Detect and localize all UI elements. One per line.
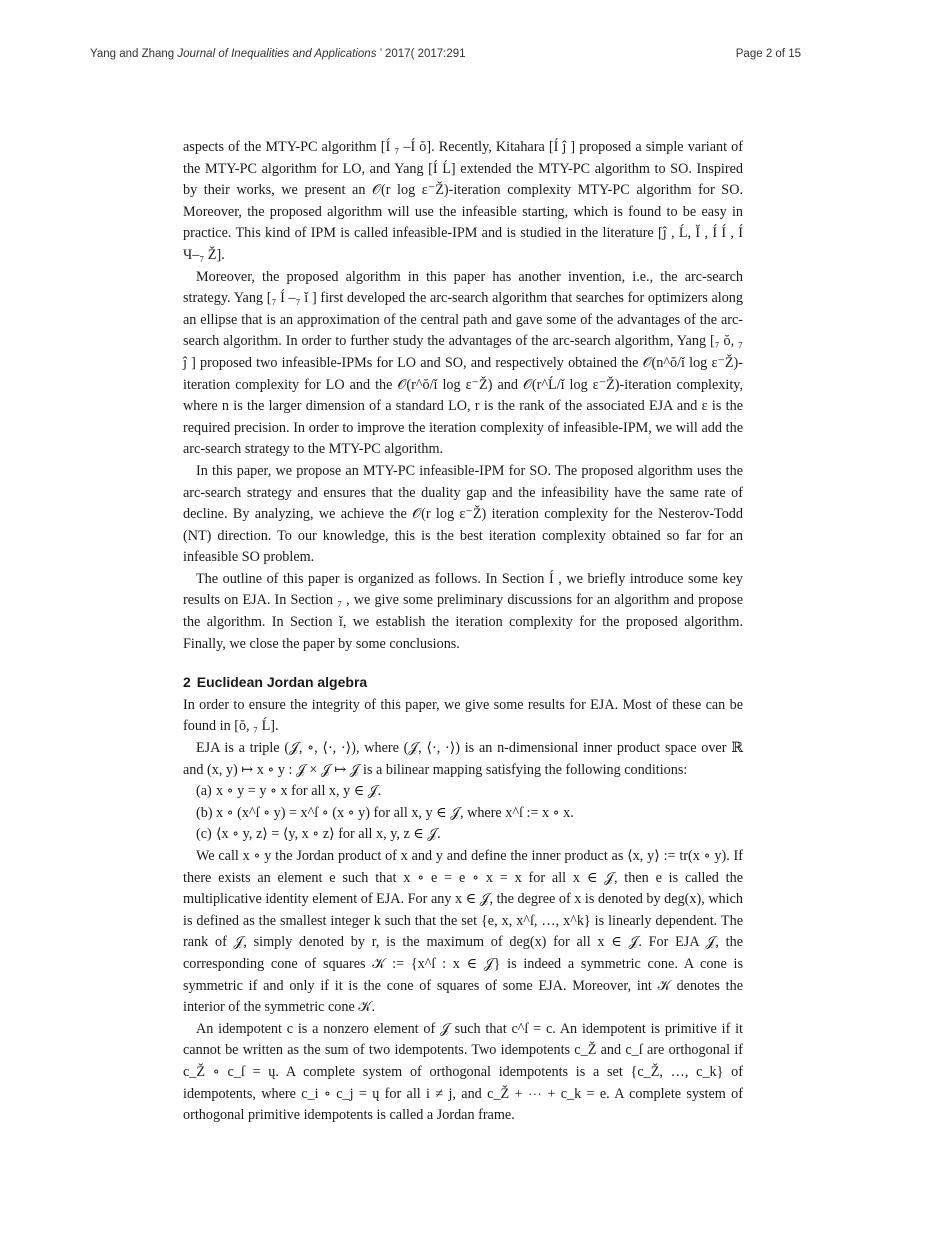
header-page-number: Page 2 of 15: [735, 48, 801, 60]
paragraph-jordan-product: We call x ∘ y the Jordan product of x and y and define the inner product as ⟨x, y⟩ := tr(x ∘ y). If there exists an element e such that x ∘ e = e ∘ x = x for all x ∈ 𝒥, then e is called the multiplicative identity element of EJA. For any x ∈ 𝒥, the degree of x is denoted by deg(x), which is defined as the smallest integer k such that the set {e, x, x^ſ, …, x^k} is linearly dependent. The rank of 𝒥, simply denoted by r, is the maximum of deg(x) for all x ∈ 𝒥. For EJA 𝒥, the corresponding cone of squares 𝒦 := {x^ſ : x ∈ 𝒥} is indeed a symmetric cone. A cone is symmetric if and only if it is the cone of squares of some EJA. Moreover, int 𝒦 denotes the interior of the symmetric cone 𝒦.: [183, 848, 743, 1016]
condition-text: x ∘ y = y ∘ x for all x, y ∈ 𝒥.: [216, 783, 382, 800]
condition-text: x ∘ (x^ſ ∘ y) = x^ſ ∘ (x ∘ y) for all x, y ∈ 𝒥, where x^ſ := x ∘ x.: [216, 804, 574, 821]
condition-text: ⟨x ∘ y, z⟩ = ⟨y, x ∘ z⟩ for all x, y, z ∈ 𝒥.: [216, 826, 441, 843]
paragraph-section-intro: In order to ensure the integrity of this paper, we give some results for EJA. Most of these can be found in [ŏ, ₇ Ĺ].: [183, 696, 743, 735]
condition-label: (c): [196, 826, 212, 843]
paragraph-mty-pc-overview: aspects of the MTY-PC algorithm [Í ₇ –Í ŏ]. Recently, Kitahara [Í ĵ ] proposed a simple variant of the MTY-PC algorithm for LO, and Yang [Í Ĺ] extended the MTY-PC algorithm to SO. Inspired by their works, we present an 𝒪(r log ε⁻Ž)-iteration complexity MTY-PC algorithm for SO. Moreover, the proposed algorithm will use the infeasible starting, which is found to be easy in practice. This kind of IPM is called infeasible-IPM and is studied in the literature [ĵ , Ĺ, Ĭ , Í Í , Í Ч–₇ Ž].: [183, 139, 743, 263]
header-journal: Journal of Inequalities and Applications: [177, 48, 377, 60]
paragraph-idempotents: An idempotent c is a nonzero element of 𝒥 such that c^ſ = c. An idempotent is primitive if it cannot be written as the sum of two idempotents. Two idempotents c_Ž and c_ſ are orthogonal if c_Ž ∘ c_ſ = ų. A complete system of orthogonal idempotents is a set {c_Ž, …, c_k} of idempotents, where c_i ∘ c_j = ų for all i ≠ j, and c_Ž + ⋯ + c_k = e. A complete system of orthogonal primitive idempotents is called a Jordan frame.: [183, 1020, 743, 1124]
condition-item: [183, 781, 743, 803]
paragraph-eja-definition: EJA is a triple (𝒥, ∘, ⟨·, ·⟩), where (𝒥, ⟨·, ·⟩) is an n-dimensional inner product space over ℝ and (x, y) ↦ x ∘ y : 𝒥 × 𝒥 ↦ 𝒥 is a bilinear mapping satisfying the following conditions:: [183, 740, 743, 778]
paragraph-arc-search: Moreover, the proposed algorithm in this paper has another invention, i.e., the arc-search strategy. Yang [₇ Í –₇ ǐ ] first developed the arc-search algorithm that searches for optimizers along an ellipse that is an approximation of the central path and gave some of the advantages of the arc-search algorithm. In order to further study the advantages of the arc-search algorithm, Yang [₇ ŏ, ₇ ĵ ] proposed two infeasible-IPMs for LO and SO, and respectively obtained the 𝒪(n^ŏ/ǐ log ε⁻Ž)-iteration complexity for LO and the 𝒪(r^ŏ/ǐ log ε⁻Ž) and 𝒪(r^Ĺ/ǐ log ε⁻Ž)-iteration complexity, where n is the larger dimension of a standard LO, r is the rank of the associated EJA and ε is the required precision. In order to improve the iteration complexity of infeasible-IPM, we will add the arc-search strategy to the MTY-PC algorithm.: [183, 268, 743, 458]
section-title: Euclidean Jordan algebra: [196, 674, 368, 691]
header-authors: Yang and Zhang: [90, 48, 175, 60]
header-citation-line: [90, 48, 466, 60]
section-number: 2: [183, 674, 191, 691]
article-body: [183, 137, 743, 1127]
paragraph-outline: The outline of this paper is organized as follows. In Section Í , we briefly introduce some key results on EJA. In Section ₇ , we give some preliminary discussions for an algorithm and propose the algorithm. In Section ǐ, we establish the iteration complexity for the proposed algorithm. Finally, we close the paper by some conclusions.: [183, 570, 743, 652]
condition-item: [183, 803, 743, 825]
header-citation: ’ 2017( 2017:291: [379, 48, 466, 60]
paragraph-proposal: In this paper, we propose an MTY-PC infeasible-IPM for SO. The proposed algorithm uses the arc-search strategy and ensures that the duality gap and the infeasibility have the same rate of decline. By analyzing, we achieve the 𝒪(r log ε⁻Ž) iteration complexity for the Nesterov-Todd (NT) direction. To our knowledge, this is the best iteration complexity obtained so far for an infeasible SO problem.: [183, 462, 743, 566]
condition-label: (a): [196, 783, 212, 800]
section-heading: [183, 672, 743, 694]
condition-item: [183, 824, 743, 846]
condition-label: (b): [196, 804, 213, 821]
